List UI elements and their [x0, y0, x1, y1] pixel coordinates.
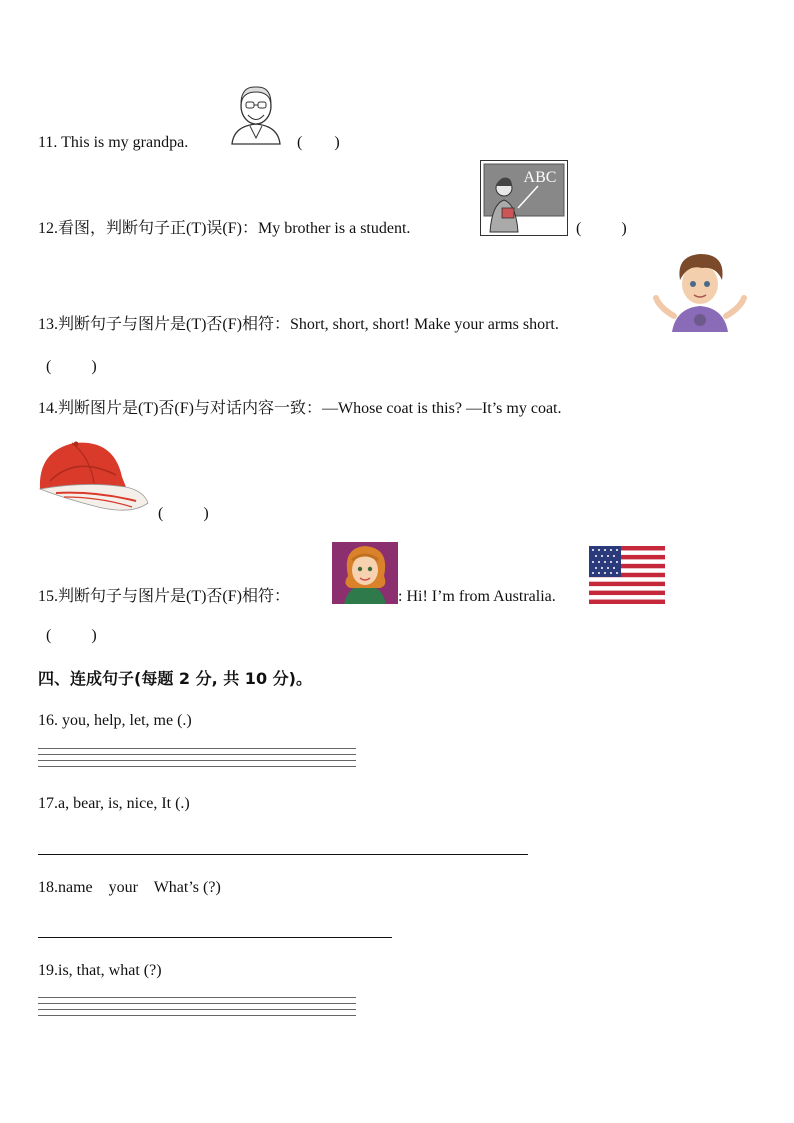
answer-paren-13: ( )	[46, 358, 97, 375]
answer-line-17[interactable]	[38, 854, 528, 855]
answer-paren-12: ( )	[576, 220, 627, 237]
teacher-blackboard-image	[480, 160, 568, 236]
grandpa-image	[228, 82, 284, 146]
question-17: 17.a, bear, is, nice, It (.)	[38, 795, 190, 812]
question-18: 18.name your What’s (?)	[38, 879, 221, 896]
answer-paren-15: ( )	[46, 627, 97, 644]
writing-lines-16[interactable]	[38, 748, 356, 772]
question-19: 19.is, that, what (?)	[38, 962, 162, 979]
board-text: ABC	[523, 169, 557, 186]
boy-shrug-image	[652, 250, 748, 332]
question-14: 14.判断图片是(T)否(F)与对话内容一致：—Whose coat is this? —It’s my coat.	[38, 400, 562, 417]
question-15: 15.判断句子与图片是(T)否(F)相符：	[38, 588, 290, 605]
writing-lines-19[interactable]	[38, 997, 356, 1021]
question-11: 11. This is my grandpa.	[38, 134, 189, 151]
girl-image	[332, 542, 398, 604]
red-cap-image	[36, 437, 152, 517]
answer-paren-14: ( )	[158, 505, 209, 522]
answer-paren-11: ( )	[297, 134, 340, 151]
question-12: 12.看图，判断句子正(T)误(F)：My brother is a student.	[38, 220, 411, 237]
section-4-title: 四、连成句子(每题 2 分, 共 10 分)。	[38, 669, 312, 688]
question-15-sentence: : Hi! I’m from Australia.	[398, 588, 556, 605]
question-16: 16. you, help, let, me (.)	[38, 712, 192, 729]
question-13: 13.判断句子与图片是(T)否(F)相符：Short, short, short! Make your arms short.	[38, 316, 559, 333]
usa-flag-image	[589, 546, 665, 604]
answer-line-18[interactable]	[38, 937, 392, 938]
